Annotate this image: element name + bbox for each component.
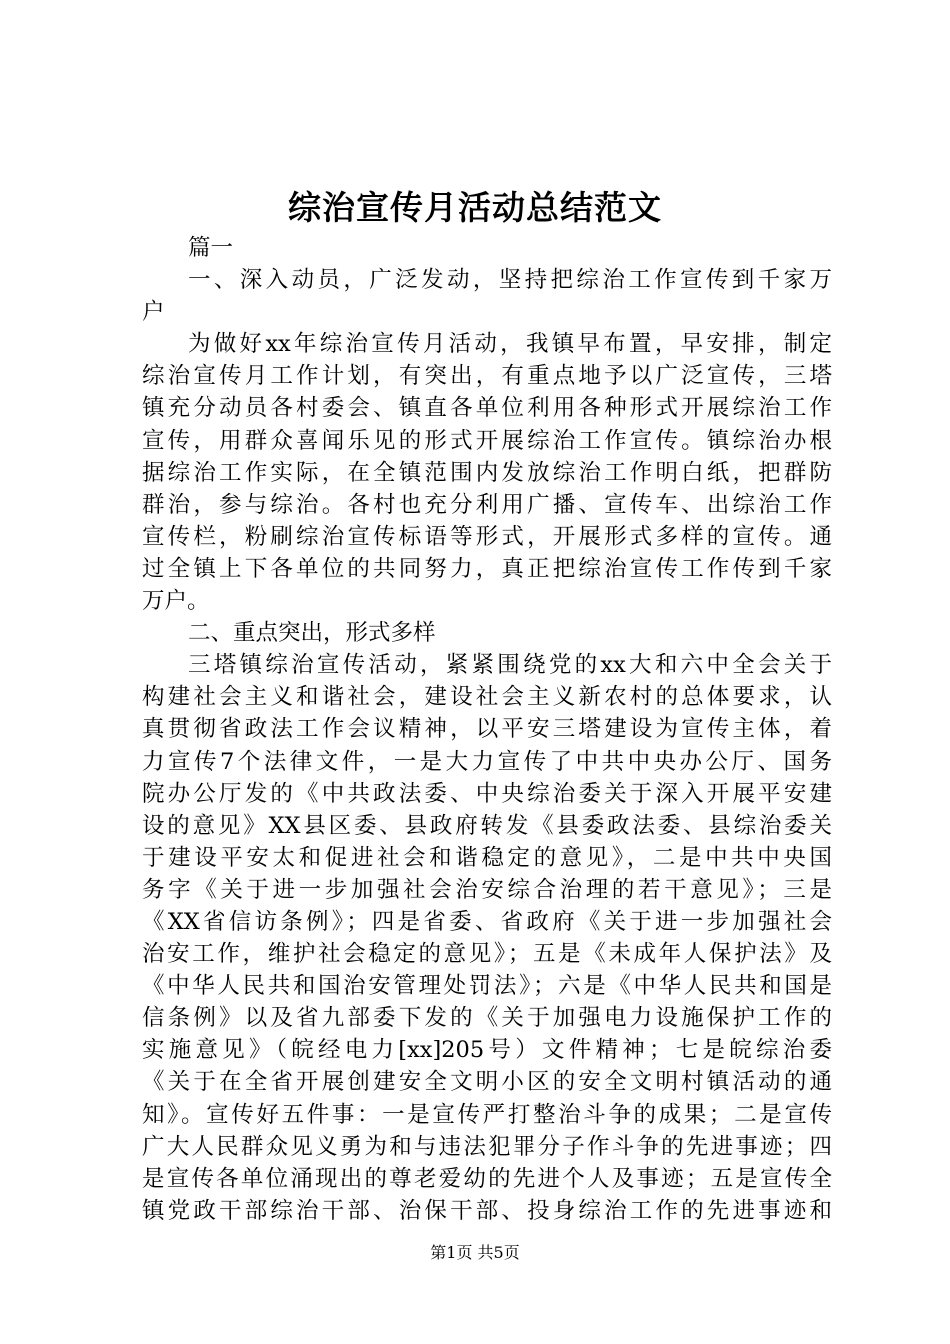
text-line: 力宣传7个法律文件，一是大力宣传了中共中央办公厅、国务 <box>142 748 832 775</box>
text-line: 宣传栏，粉刷综治宣传标语等形式，开展形式多样的宣传。通 <box>142 523 832 550</box>
text-line: 群治，参与综治。各村也充分利用广播、宣传车、出综治工作 <box>142 491 832 518</box>
text-line: 广大人民群众见义勇为和与违法犯罪分子作斗争的先进事迹；四 <box>142 1133 832 1160</box>
text-line: 过全镇上下各单位的共同努力，真正把综治宣传工作传到千家 <box>142 555 832 582</box>
text-line: 综治宣传月工作计划，有突出，有重点地予以广泛宣传，三塔 <box>142 363 832 390</box>
text-line: 户 <box>142 299 165 326</box>
document-body <box>142 232 832 1227</box>
text-line: 万户。 <box>142 588 210 615</box>
text-line: 务字《关于进一步加强社会治安综合治理的若干意见》；三是 <box>142 876 832 903</box>
text-line: 一、深入动员，广泛发动，坚持把综治工作宣传到千家万 <box>188 267 832 294</box>
text-line: 信条例》以及省九部委下发的《关于加强电力设施保护工作的 <box>142 1005 832 1032</box>
text-line: 据综治工作实际，在全镇范围内发放综治工作明白纸，把群防 <box>142 459 832 486</box>
text-line: 设的意见》XX县区委、县政府转发《县委政法委、县综治委关 <box>142 812 832 839</box>
text-line: 《中华人民共和国治安管理处罚法》；六是《中华人民共和国是 <box>142 973 832 1000</box>
text-line: 是宣传各单位涌现出的尊老爱幼的先进个人及事迹；五是宣传全 <box>142 1165 832 1192</box>
text-line: 《XX省信访条例》；四是省委、省政府《关于进一步加强社会 <box>142 908 832 935</box>
document-title: 综治宣传月活动总结范文 <box>288 188 662 227</box>
text-line: 实施意见》（皖经电力[xx]205号）文件精神；七是皖综治委 <box>142 1037 832 1064</box>
text-line: 三塔镇综治宣传活动，紧紧围绕党的xx大和六中全会关于 <box>188 652 832 679</box>
text-line: 《关于在全省开展创建安全文明小区的安全文明村镇活动的通 <box>142 1069 832 1096</box>
text-line: 真贯彻省政法工作会议精神，以平安三塔建设为宣传主体，着 <box>142 716 832 743</box>
text-line: 篇一 <box>188 235 234 261</box>
text-line: 于建设平安太和促进社会和谐稳定的意见》，二是中共中央国 <box>142 844 832 871</box>
text-line: 二、重点突出，形式多样 <box>188 620 436 647</box>
text-line: 构建社会主义和谐社会，建设社会主义新农村的总体要求，认 <box>142 684 832 711</box>
text-line: 镇充分动员各村委会、镇直各单位利用各种形式开展综治工作 <box>142 395 832 422</box>
text-line: 知》。宣传好五件事：一是宣传严打整治斗争的成果；二是宣传 <box>142 1101 832 1128</box>
text-line: 为做好xx年综治宣传月活动，我镇早布置，早安排，制定 <box>188 331 832 358</box>
text-line: 宣传，用群众喜闻乐见的形式开展综治工作宣传。镇综治办根 <box>142 427 832 454</box>
page-footer: 第1页 共5页 <box>430 1243 520 1262</box>
text-line: 治安工作，维护社会稳定的意见》；五是《未成年人保护法》及 <box>142 941 832 968</box>
text-line: 镇党政干部综治干部、治保干部、投身综治工作的先进事迹和 <box>142 1197 832 1224</box>
text-line: 院办公厅发的《中共政法委、中央综治委关于深入开展平安建 <box>142 780 832 807</box>
